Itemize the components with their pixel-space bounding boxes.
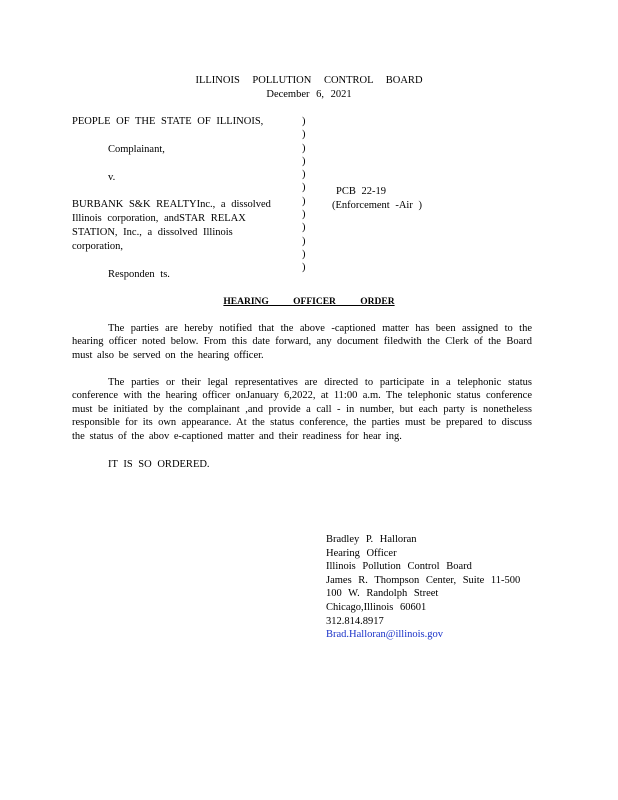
paren: ) xyxy=(302,182,306,194)
signatory-city: Chicago,Illinois 60601 xyxy=(326,601,427,613)
paragraph-status-conference xyxy=(72,376,532,443)
signatory-agency: Illinois Pollution Control Board xyxy=(326,561,472,573)
closing-statement: IT IS SO ORDERED. xyxy=(108,459,210,470)
caption-parentheses xyxy=(302,115,312,275)
complainant-label: Complainant, xyxy=(108,144,165,155)
paragraph-assignment xyxy=(72,322,532,362)
signatory-phone: 312.814.8917 xyxy=(326,615,384,627)
respondents-label: Responden ts. xyxy=(108,269,170,280)
order-heading: HEARING OFFICER ORDER xyxy=(223,297,395,307)
case-number: PCB 22-19 xyxy=(336,186,386,197)
signatory-title: Hearing Officer xyxy=(326,547,397,559)
paren: ) xyxy=(302,195,306,207)
paren: ) xyxy=(302,116,306,127)
paren: ) xyxy=(302,142,306,154)
board-title: ILLINOIS POLLUTION CONTROL BOARD xyxy=(195,75,423,86)
respondent-line-1: BURBANK S&K REALTYInc., a dissolved xyxy=(72,199,271,210)
paren: ) xyxy=(302,262,306,274)
paragraph-status-conference-text: The parties or their legal representatives are directed to participate in a telephonic status conference with the hearing officer onJanuary 6,2022, at 11:00 a.m. The telephonic status conference must be initiated by the complainant ,and provide a call - in number, but each party is nonetheless responsible for its own appearance. At the status conference, the parties must be prepared to discuss the status of the abov e-captioned matter and their readiness for hear ing. xyxy=(72,377,532,442)
case-type: (Enforcement -Air ) xyxy=(332,200,422,211)
signature-block xyxy=(326,533,520,642)
paren: ) xyxy=(302,222,306,234)
signatory-email-link[interactable]: Brad.Halloran@illinois.gov xyxy=(326,629,443,641)
respondent-line-4: corporation, xyxy=(72,241,124,252)
signatory-name: Bradley P. Halloran xyxy=(326,534,417,545)
versus-label: v. xyxy=(108,172,116,183)
paren: ) xyxy=(302,155,306,167)
paren: ) xyxy=(302,235,306,247)
order-date: December 6, 2021 xyxy=(266,89,352,100)
signatory-street: 100 W. Randolph Street xyxy=(326,588,439,600)
paren: ) xyxy=(302,248,306,260)
paren: ) xyxy=(302,129,306,141)
respondent-line-3: STATION, Inc., a dissolved Illinois xyxy=(72,227,233,238)
paren: ) xyxy=(302,169,306,181)
plaintiff-name: PEOPLE OF THE STATE OF ILLINOIS, xyxy=(72,116,264,127)
paragraph-assignment-text: The parties are hereby notified that the above -captioned matter has been assigned to the hearing officer noted below. From this date forward, any document filedwith the Clerk of the Board must also be served on the hearing officer. xyxy=(72,323,532,361)
signatory-building: James R. Thompson Center, Suite 11-500 xyxy=(326,574,521,586)
respondent-line-2: Illinois corporation, andSTAR RELAX xyxy=(72,213,246,224)
paren: ) xyxy=(302,209,306,221)
